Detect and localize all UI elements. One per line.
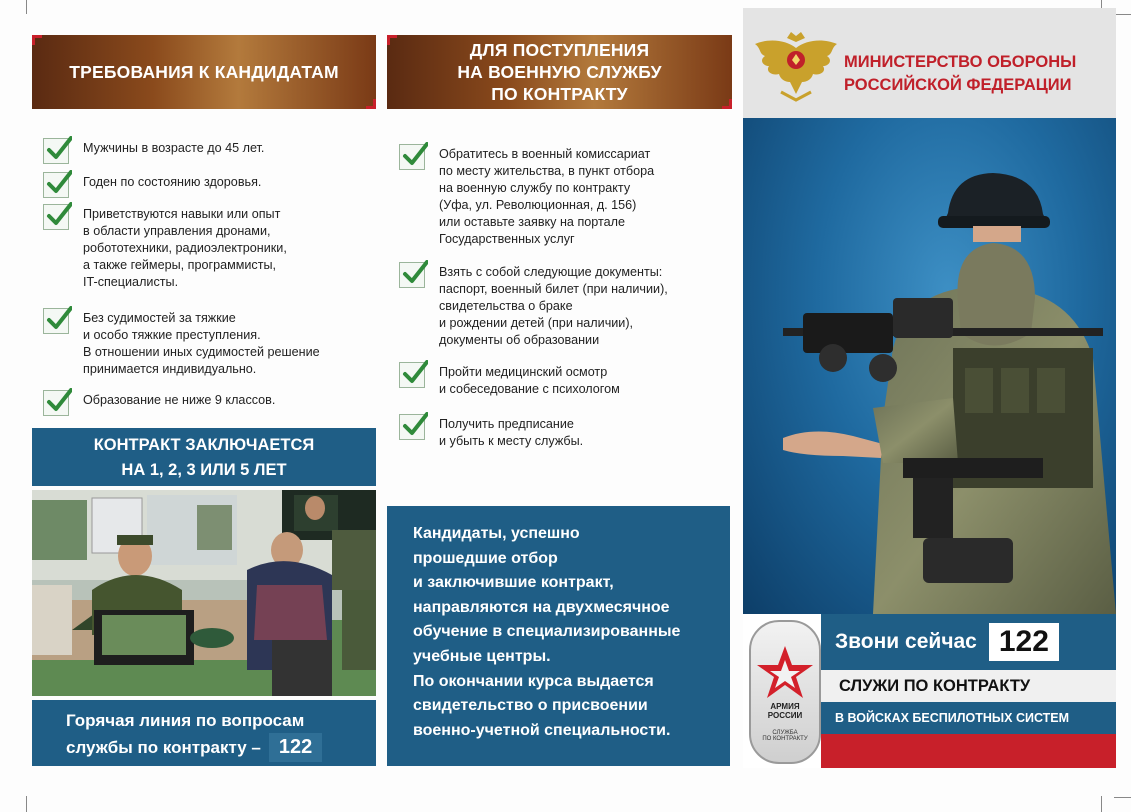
hotline-line: Горячая линия по вопросам: [66, 711, 305, 730]
crop-mark: [26, 796, 27, 812]
requirements-list: [43, 138, 373, 418]
step-text: Получить предписание и убыть к месту службы.: [439, 417, 584, 448]
requirements-banner: [32, 35, 376, 109]
checkmark-icon: [43, 138, 69, 164]
crop-mark: [26, 0, 27, 14]
crop-mark: [1114, 14, 1131, 15]
contract-term-line: КОНТРАКТ ЗАКЛЮЧАЕТСЯ: [93, 436, 315, 454]
checkmark-icon: [43, 172, 69, 198]
requirement-text: Без судимостей за тяжкие и особо тяжкие преступления. В отношении иных судимостей решение принимается индивидуально.: [83, 311, 320, 376]
step-text: Пройти медицинский осмотр и собеседование с психологом: [439, 365, 620, 396]
checkmark-icon: [399, 362, 425, 388]
banner-corner: [366, 99, 376, 109]
badge-text: СЛУЖБА ПО КОНТРАКТУ: [762, 730, 808, 742]
drone-forces-label: В ВОЙСКАХ БЕСПИЛОТНЫХ СИСТЕМ: [835, 711, 1070, 725]
requirement-item: [43, 390, 275, 416]
serve-contract-bar: [821, 670, 1116, 702]
red-stripe: [821, 734, 1116, 768]
step-item: [399, 362, 620, 398]
serve-contract-label: СЛУЖИ ПО КОНТРАКТУ: [839, 676, 1031, 695]
banner-corner: [32, 35, 42, 45]
checkmark-icon: [43, 308, 69, 334]
enlistment-title-line: ПО КОНТРАКТУ: [491, 84, 628, 104]
enlistment-title-line: ДЛЯ ПОСТУПЛЕНИЯ: [469, 40, 650, 60]
requirement-item: [43, 172, 261, 198]
enlistment-banner: [387, 35, 732, 109]
step-item: [399, 414, 583, 450]
step-text: Обратитесь в военный комиссариат по месту жительства, в пункт отбора на военную службу по контракту (Уфа, ул. Революционная, д. 156) или оставьте заявку на портале Государственных услуг: [439, 147, 655, 246]
checkmark-icon: [43, 204, 69, 230]
soldier-photo: [743, 118, 1116, 614]
step-text: Взять с собой следующие документы: паспорт, военный билет (при наличии), свидетельства о браке и рождении детей (при наличии), документы об образовании: [439, 265, 668, 347]
checkmark-icon: [399, 262, 425, 288]
requirement-text: Образование не ниже 9 классов.: [83, 393, 276, 407]
double-headed-eagle-icon: [751, 30, 841, 106]
checkmark-icon: [43, 390, 69, 416]
banner-corner: [722, 99, 732, 109]
requirement-text: Приветствуются навыки или опыт в области управления дронами, робототехники, радиоэлектроники, а также геймеры, программисты, IT-специалисты.: [83, 207, 287, 289]
ministry-name: МИНИСТЕРСТВО ОБОРОНЫ РОССИЙСКОЙ ФЕДЕРАЦИИ: [844, 53, 1077, 94]
requirement-text: Годен по состоянию здоровья.: [83, 175, 262, 189]
call-now-bar: [821, 614, 1116, 670]
ministry-header: [743, 8, 1116, 118]
call-now-label: Звони сейчас: [835, 630, 977, 653]
requirement-item: [43, 308, 320, 378]
requirement-text: Мужчины в возрасте до 45 лет.: [83, 141, 265, 155]
step-item: [399, 144, 654, 248]
requirement-item: [43, 138, 264, 164]
call-panel: [743, 614, 1116, 768]
checkmark-icon: [399, 414, 425, 440]
badge-text: РОССИИ: [767, 711, 803, 720]
crop-mark: [1114, 797, 1131, 798]
requirements-title: ТРЕБОВАНИЯ К КАНДИДАТАМ: [69, 61, 339, 82]
hotline-box: [32, 700, 376, 766]
enlistment-steps: [399, 144, 729, 454]
banner-corner: [387, 35, 397, 45]
crop-mark: [1101, 796, 1102, 812]
hotline-line: службы по контракту –: [66, 738, 261, 757]
checkmark-icon: [399, 144, 425, 170]
call-now-number: 122: [989, 623, 1059, 661]
requirement-item: [43, 204, 287, 291]
contract-term-box: [32, 428, 376, 486]
army-badge: [749, 620, 821, 764]
step-item: [399, 262, 668, 349]
training-info-box: [387, 506, 730, 766]
contract-term-line: НА 1, 2, 3 ИЛИ 5 ЛЕТ: [121, 461, 287, 479]
enlistment-title-line: НА ВОЕННУЮ СЛУЖБУ: [457, 62, 662, 82]
drone-forces-bar: [821, 702, 1116, 734]
recruitment-office-photo: [32, 490, 376, 696]
badge-text: АРМИЯ: [770, 702, 800, 711]
red-star-icon: [755, 644, 815, 700]
hotline-number: 122: [269, 733, 322, 762]
training-info-text: Кандидаты, успешно прошедшие отбор и заключившие контракт, направляются на двухмесячное обучение в специализированные учебные центры. По окончании курса выдается свидетельство о присвоении военно-учетной специальности.: [413, 525, 681, 739]
